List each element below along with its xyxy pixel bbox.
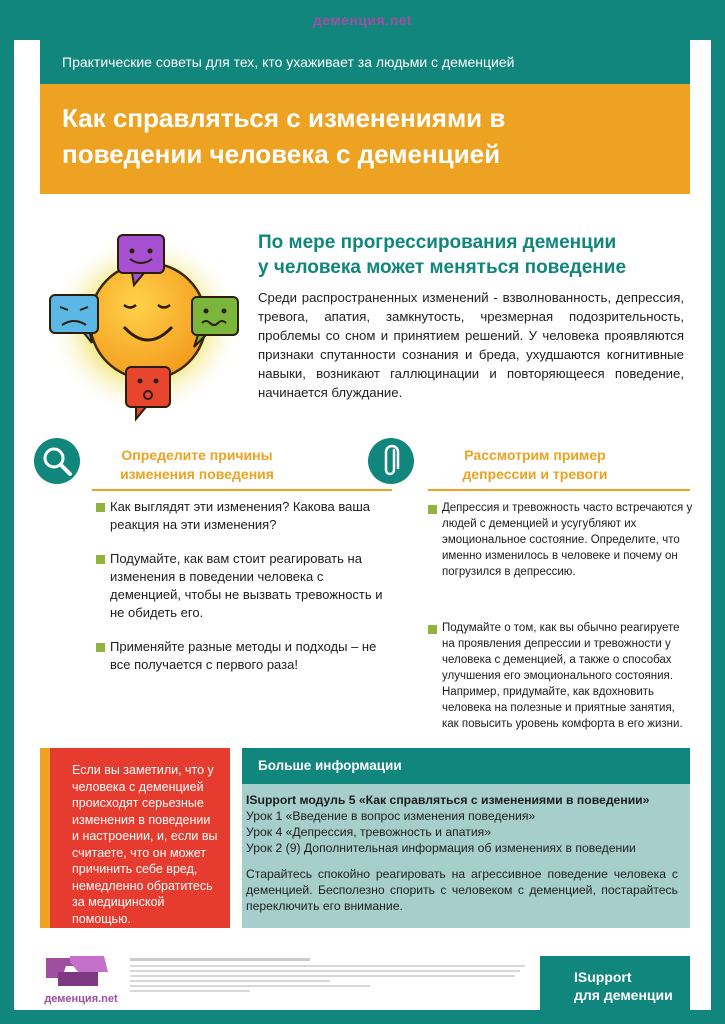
logo — [40, 952, 122, 1010]
left-section-list — [96, 498, 396, 690]
page-title-line-1: Как справляться с изменениями в — [62, 103, 506, 133]
left-section-divider — [92, 489, 392, 491]
intro-text: Среди распространенных изменений - взволнованность, депрессия, тревога, апатия, замкнутость, чрезмерная подозрительность, проблемы со сном и принятием решений. У человека проявляются признаки спутанности сознания и бреда, ухудшаются когнитивные навыки, возникают галлюцинации и повторяющееся поведение, начинается блуждание. — [258, 290, 684, 400]
left-section-heading — [92, 446, 302, 484]
more-info-note: Старайтесь спокойно реагировать на агрессивное поведение человека с деменцией. Бесполезно спорить с человеком с деменцией, постарайтесь переключить его внимание. — [246, 867, 678, 913]
more-info-module: ISupport модуль 5 «Как справляться с изменениями в поведении» — [246, 793, 650, 807]
list-item: Подумайте о том, как вы обычно реагируете на проявления депрессии и тревожности у человека с деменцией, а также о способах улучшения его эмоционального состояния. Например, придумайте, как вдохновить человека на полезные и приятные занятия, как повысить уровень комфорта в его жизни. — [428, 620, 693, 732]
right-section-divider — [428, 489, 690, 491]
intro-heading — [258, 230, 688, 280]
left-section-heading-line-2: изменения поведения — [120, 466, 274, 482]
paperclip-icon — [368, 438, 414, 484]
footer-brand-line-1: ISupport — [574, 969, 632, 985]
list-item: Применяйте разные методы и подходы – не все получается с первого раза! — [96, 638, 396, 674]
page-title — [40, 84, 690, 194]
logo-text: деменция.net — [44, 993, 118, 1005]
more-info-header: Больше информации — [242, 748, 690, 784]
footer-brand — [540, 956, 690, 1010]
right-section-heading — [430, 446, 640, 484]
list-item: Как выглядят эти изменения? Какова ваша реакция на эти изменения? — [96, 498, 396, 534]
list-item: Депрессия и тревожность часто встречаются у людей с деменцией и усугубляют их эмоциональное состояние. Определите, что именно изменилось в человеке и почему он погрузился в депрессию. — [428, 500, 693, 580]
footer-brand-line-2: для деменции — [574, 987, 673, 1003]
page-subtitle: Практические советы для тех, кто ухаживает за людьми с деменцией — [40, 40, 690, 84]
right-section-heading-line-2: депрессии и тревоги — [462, 466, 608, 482]
left-section-heading-line-1: Определите причины — [121, 447, 273, 463]
smiling-face-icon — [90, 263, 206, 379]
warning-box: Если вы заметили, что у человека с деменцией происходят серьезные изменения в поведении и настроении, и, если вы считаете, что он может причинить себе вред, немедленно обратитесь за медицинской помощью. — [40, 748, 230, 928]
intro-heading-line-1: По мере прогрессирования деменции — [258, 232, 617, 253]
list-item: Подумайте, как вам стоит реагировать на изменения в поведении человека с деменцией, чтобы не вызвать тревожность и не обидеть его. — [96, 550, 396, 622]
footer-fine-print — [130, 956, 530, 992]
more-info-body — [242, 784, 690, 928]
magnifier-icon — [34, 438, 80, 484]
intro-heading-line-2: у человека может меняться поведение — [258, 257, 627, 278]
emotions-illustration — [40, 225, 245, 425]
more-info-lesson: Урок 4 «Депрессия, тревожность и апатия» — [246, 825, 492, 839]
right-section-list — [428, 500, 693, 772]
right-section-heading-line-1: Рассмотрим пример — [464, 447, 606, 463]
more-info-lesson: Урок 2 (9) Дополнительная информация об изменениях в поведении — [246, 841, 636, 855]
more-info-lesson: Урок 1 «Введение в вопрос изменения поведения» — [246, 809, 536, 823]
site-brand: деменция.net — [312, 12, 413, 28]
page-title-line-2: поведении человека с деменцией — [62, 139, 501, 169]
